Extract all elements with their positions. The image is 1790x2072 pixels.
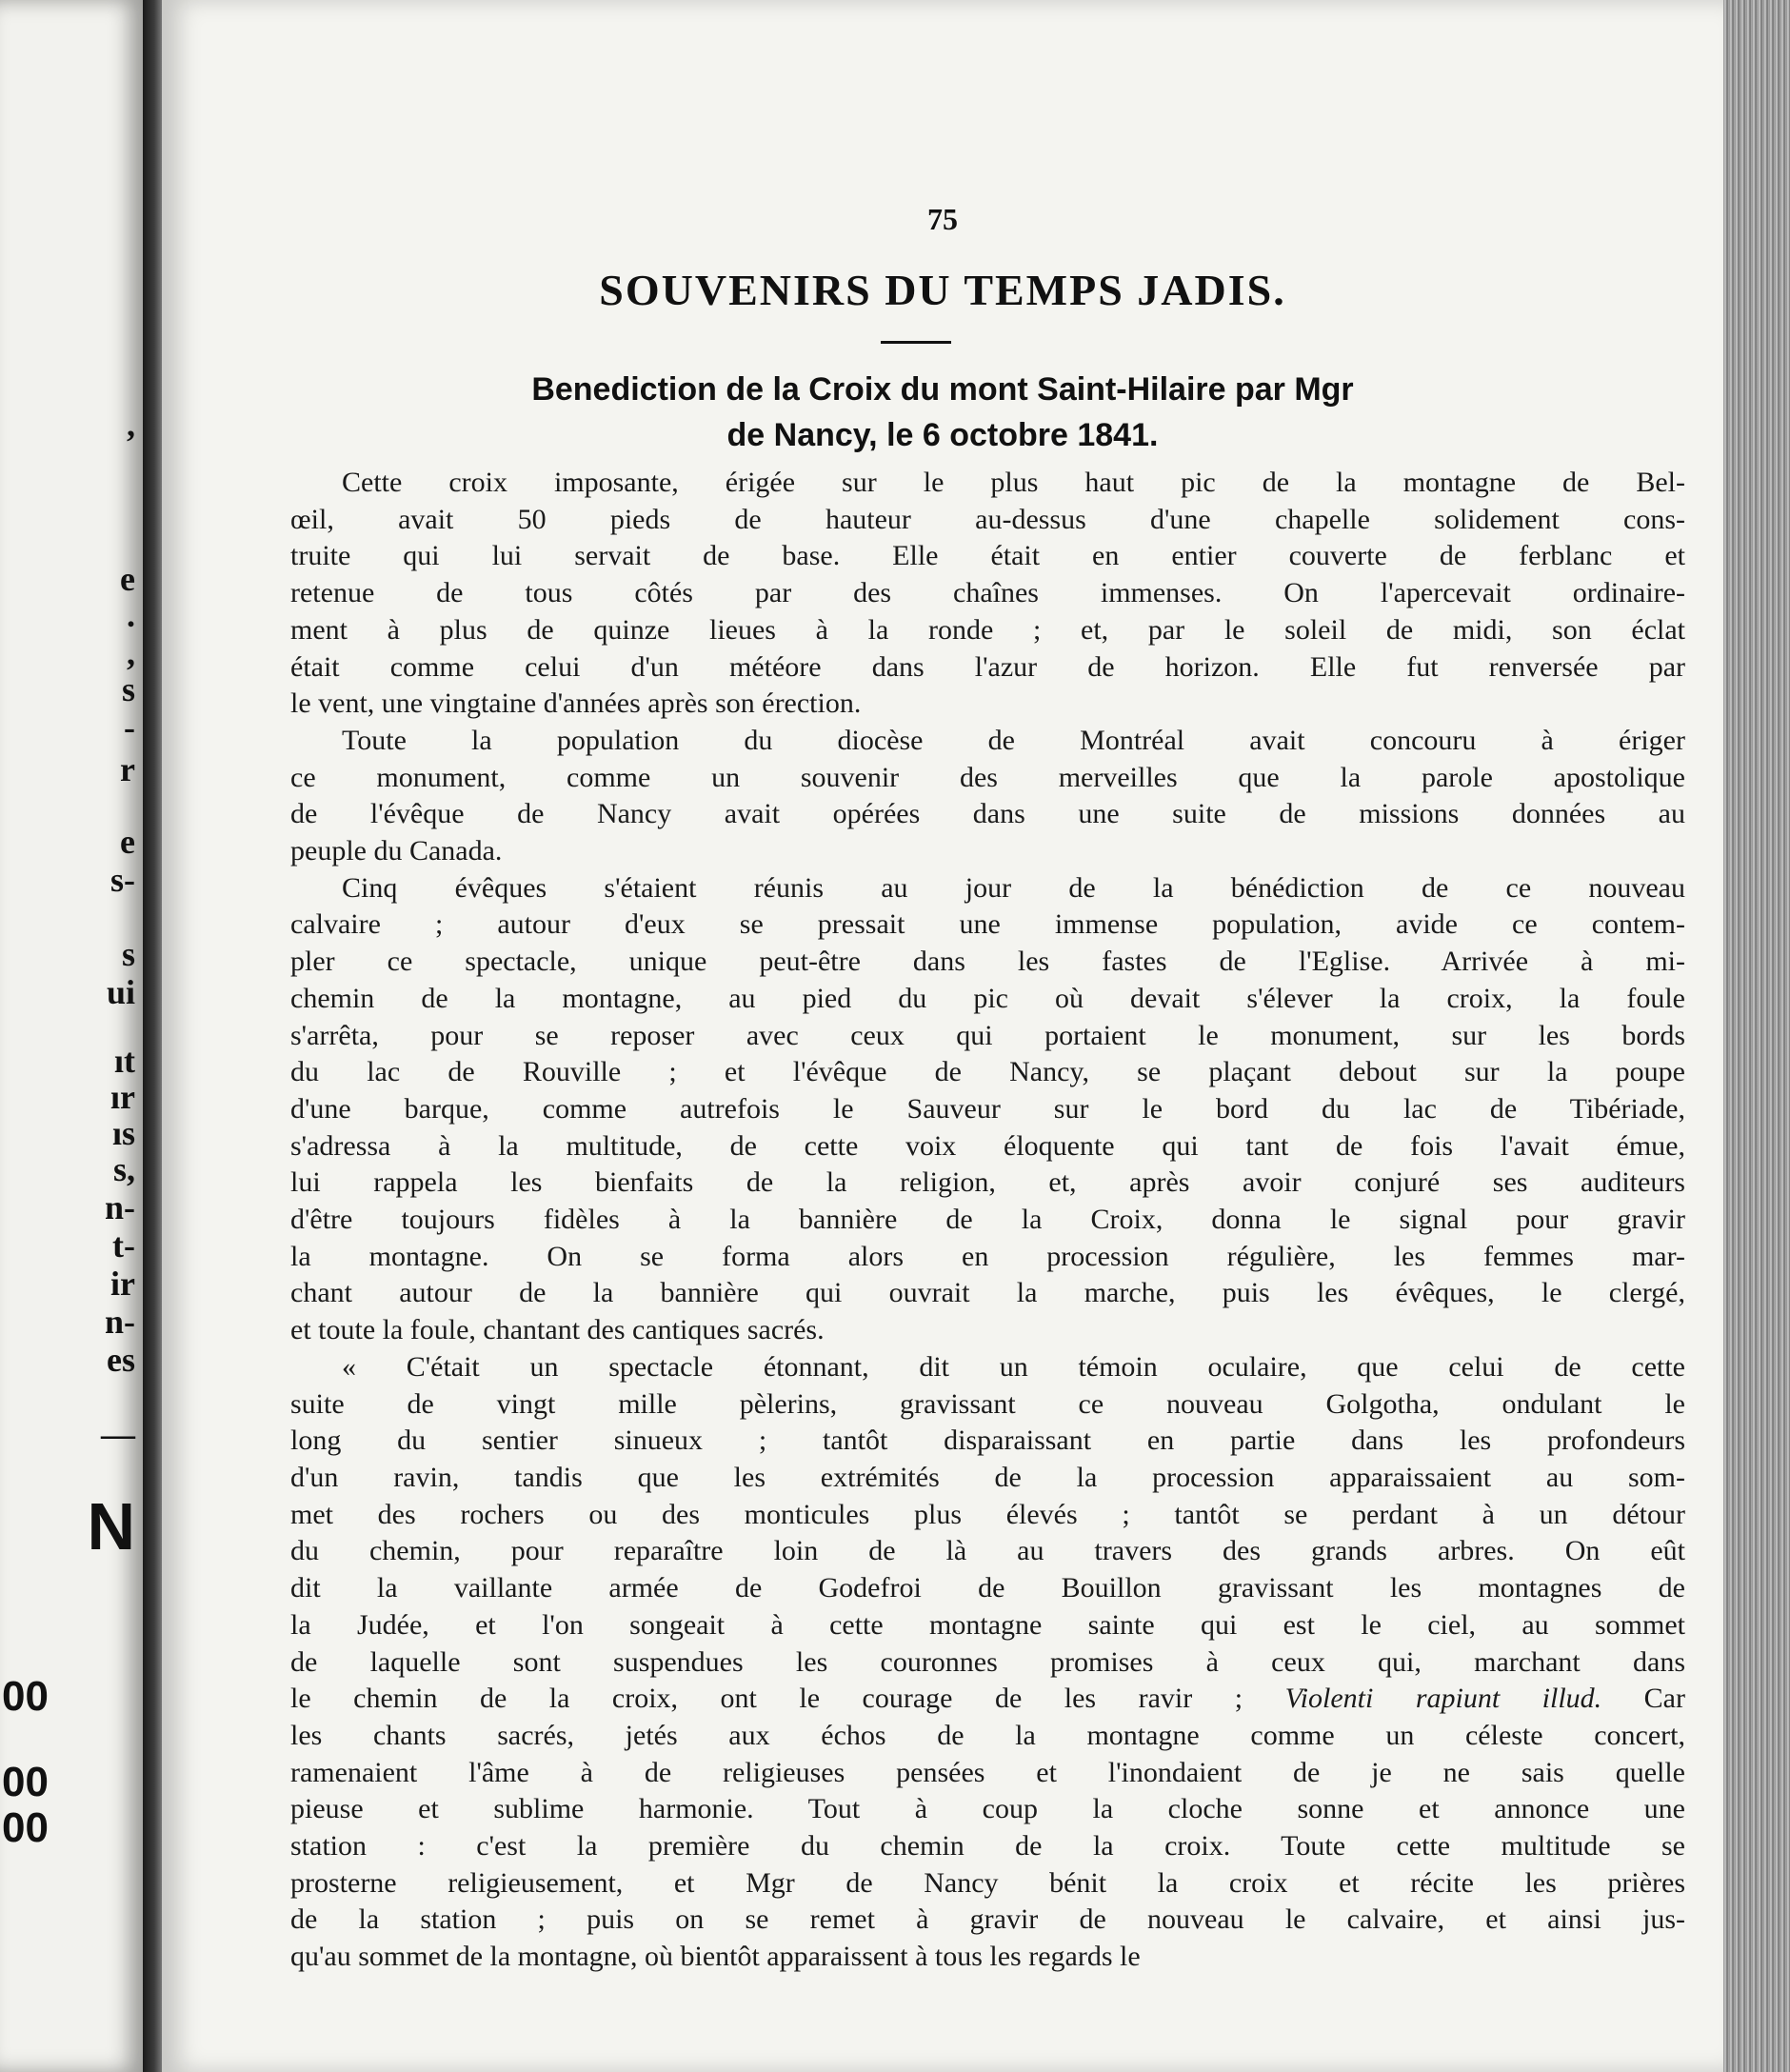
- page-number: 75: [927, 202, 958, 236]
- text-line: œil, avait 50 pieds de hauteur au-dessus d'une chapelle solidement cons-: [290, 503, 1685, 535]
- text-line: calvaire ; autour d'eux se pressait une immense population, avide ce contem-: [290, 908, 1685, 941]
- facing-page-fragment: e: [120, 823, 135, 861]
- text-segment: le chemin de la croix, ont le courage de les ravir ;: [290, 1683, 1285, 1715]
- facing-page-fragment: ıs: [111, 1114, 135, 1152]
- text-line: et toute la foule, chantant des cantiques sacrés.: [290, 1314, 825, 1346]
- text-line: Cette croix imposante, érigée sur le plus haut pic de la montagne de Bel-: [342, 467, 1685, 498]
- facing-page-fragment: s: [121, 935, 135, 973]
- text-line: de laquelle sont suspendues les couronnes promises à ceux qui, marchant dans: [290, 1645, 1685, 1678]
- facing-page-fragment: s-: [110, 861, 135, 899]
- text-line: long du sentier sinueux ; tantôt disparaissant en partie dans les profondeurs: [290, 1424, 1685, 1457]
- facing-page-fragment: s: [121, 670, 135, 708]
- text-line: Cinq évêques s'étaient réunis au jour de la bénédiction de ce nouveau: [342, 871, 1685, 904]
- text-line: la montagne. On se forma alors en procession régulière, les femmes mar-: [290, 1240, 1685, 1272]
- text-line: de la station ; puis on se remet à gravir de nouveau le calvaire, et ainsi jus-: [290, 1903, 1685, 1936]
- subtitle-line: de Nancy, le 6 octobre 1841.: [726, 417, 1159, 453]
- facing-page-fragment: e: [120, 560, 135, 598]
- text-line: chemin de la montagne, au pied du pic où devait s'élever la croix, la foule: [290, 982, 1685, 1014]
- text-line: ramenaient l'âme à de religieuses pensées et l'inondaient de je ne sais quelle: [290, 1756, 1685, 1788]
- facing-page-fragment: —: [101, 1415, 135, 1453]
- article-body: [290, 465, 1685, 1976]
- text-line: pieuse et sublime harmonie. Tout à coup la cloche sonne et annonce une: [290, 1793, 1685, 1825]
- text-line: du chemin, pour reparaître loin de là au travers des grands arbres. On eût: [290, 1535, 1685, 1567]
- facing-page-fragment: N: [87, 1489, 135, 1564]
- text-line: d'un ravin, tandis que les extrémités de la procession apparaissaient au som-: [290, 1461, 1685, 1493]
- facing-page-fragment: n-: [104, 1303, 135, 1341]
- book-page: [162, 0, 1723, 2072]
- facing-page-fragment: n-: [104, 1188, 135, 1226]
- text-line: était comme celui d'un météore dans l'azur de horizon. Elle fut renversée par: [290, 650, 1685, 683]
- text-line: la Judée, et l'on songeait à cette montagne sainte qui est le ciel, au sommet: [290, 1608, 1685, 1641]
- facing-page-fragment: s,: [112, 1150, 135, 1188]
- facing-page-fragment: ,: [127, 406, 135, 444]
- text-line: s'arrêta, pour se reposer avec ceux qui portaient le monument, sur les bords: [290, 1019, 1685, 1051]
- text-line: Toute la population du diocèse de Montréal avait concouru à ériger: [342, 724, 1685, 756]
- book-gutter: [143, 0, 162, 2072]
- facing-page-fragment: 00: [2, 1759, 49, 1805]
- facing-page-fragment: ui: [106, 973, 135, 1011]
- facing-page-fragment: t-: [112, 1226, 135, 1265]
- section-title: SOUVENIRS DU TEMPS JADIS.: [599, 266, 1286, 314]
- text-segment: Car: [1601, 1683, 1685, 1715]
- facing-page-fragment: 00: [2, 1673, 49, 1720]
- page-edges: [1723, 0, 1790, 2072]
- latin-quote: Violenti rapiunt illud.: [1284, 1683, 1602, 1715]
- text-line: met des rochers ou des monticules plus élevés ; tantôt se perdant à un détour: [290, 1498, 1685, 1530]
- facing-page-fragment: .: [127, 596, 135, 634]
- text-line: s'adressa à la multitude, de cette voix éloquente qui tant de fois l'avait émue,: [290, 1129, 1685, 1162]
- subtitle-line: Benediction de la Croix du mont Saint-Hilaire par Mgr: [531, 371, 1354, 408]
- text-line: station : c'est la première du chemin de la croix. Toute cette multitude se: [290, 1830, 1685, 1863]
- facing-page-fragment: ,: [127, 634, 135, 672]
- text-line: d'une barque, comme autrefois le Sauveur sur le bord du lac de Tibériade,: [290, 1092, 1685, 1125]
- facing-page-fragment: ir: [110, 1265, 135, 1303]
- article-subtitle: [162, 367, 1723, 458]
- text-line: truite qui lui servait de base. Elle était en entier couverte de ferblanc et: [290, 540, 1685, 572]
- facing-page-fragment: ıt: [114, 1042, 135, 1080]
- facing-page-fragment: 00: [2, 1804, 49, 1851]
- text-line: retenue de tous côtés par des chaînes immenses. On l'apercevait ordinaire-: [290, 577, 1685, 609]
- text-line: [290, 1681, 1685, 1718]
- text-line: de l'évêque de Nancy avait opérées dans une suite de missions données au: [290, 798, 1685, 830]
- text-line: les chants sacrés, jetés aux échos de la montagne comme un céleste concert,: [290, 1719, 1685, 1751]
- facing-page-fragment: -: [124, 708, 135, 747]
- facing-page: [0, 0, 143, 2072]
- text-line: ment à plus de quinze lieues à la ronde ; et, par le soleil de midi, son éclat: [290, 613, 1685, 646]
- text-line: chant autour de la bannière qui ouvrait la marche, puis les évêques, le clergé,: [290, 1277, 1685, 1309]
- text-line: le vent, une vingtaine d'années après son érection.: [290, 687, 862, 720]
- facing-page-fragment: r: [120, 750, 135, 788]
- text-line: pler ce spectacle, unique peut-être dans les fastes de l'Eglise. Arrivée à mi-: [290, 946, 1685, 978]
- title-rule: [881, 341, 951, 344]
- text-line: d'être toujours fidèles à la bannière de la Croix, donna le signal pour gravir: [290, 1204, 1685, 1236]
- text-line: peuple du Canada.: [290, 835, 503, 867]
- facing-page-fragment: es: [107, 1341, 135, 1379]
- text-line: prosterne religieusement, et Mgr de Nancy bénit la croix et récite les prières: [290, 1866, 1685, 1899]
- facing-page-fragment: ır: [110, 1078, 135, 1116]
- text-line: ce monument, comme un souvenir des merveilles que la parole apostolique: [290, 761, 1685, 793]
- text-line: dit la vaillante armée de Godefroi de Bouillon gravissant les montagnes de: [290, 1572, 1685, 1604]
- text-line: lui rappela les bienfaits de la religion, et, après avoir conjuré ses auditeurs: [290, 1166, 1685, 1199]
- text-line: qu'au sommet de la montagne, où bientôt apparaissent à tous les regards le: [290, 1941, 1141, 1973]
- text-line: « C'était un spectacle étonnant, dit un témoin oculaire, que celui de cette: [342, 1350, 1685, 1383]
- text-line: suite de vingt mille pèlerins, gravissant ce nouveau Golgotha, ondulant le: [290, 1387, 1685, 1420]
- text-line: du lac de Rouville ; et l'évêque de Nancy, se plaçant debout sur la poupe: [290, 1056, 1685, 1088]
